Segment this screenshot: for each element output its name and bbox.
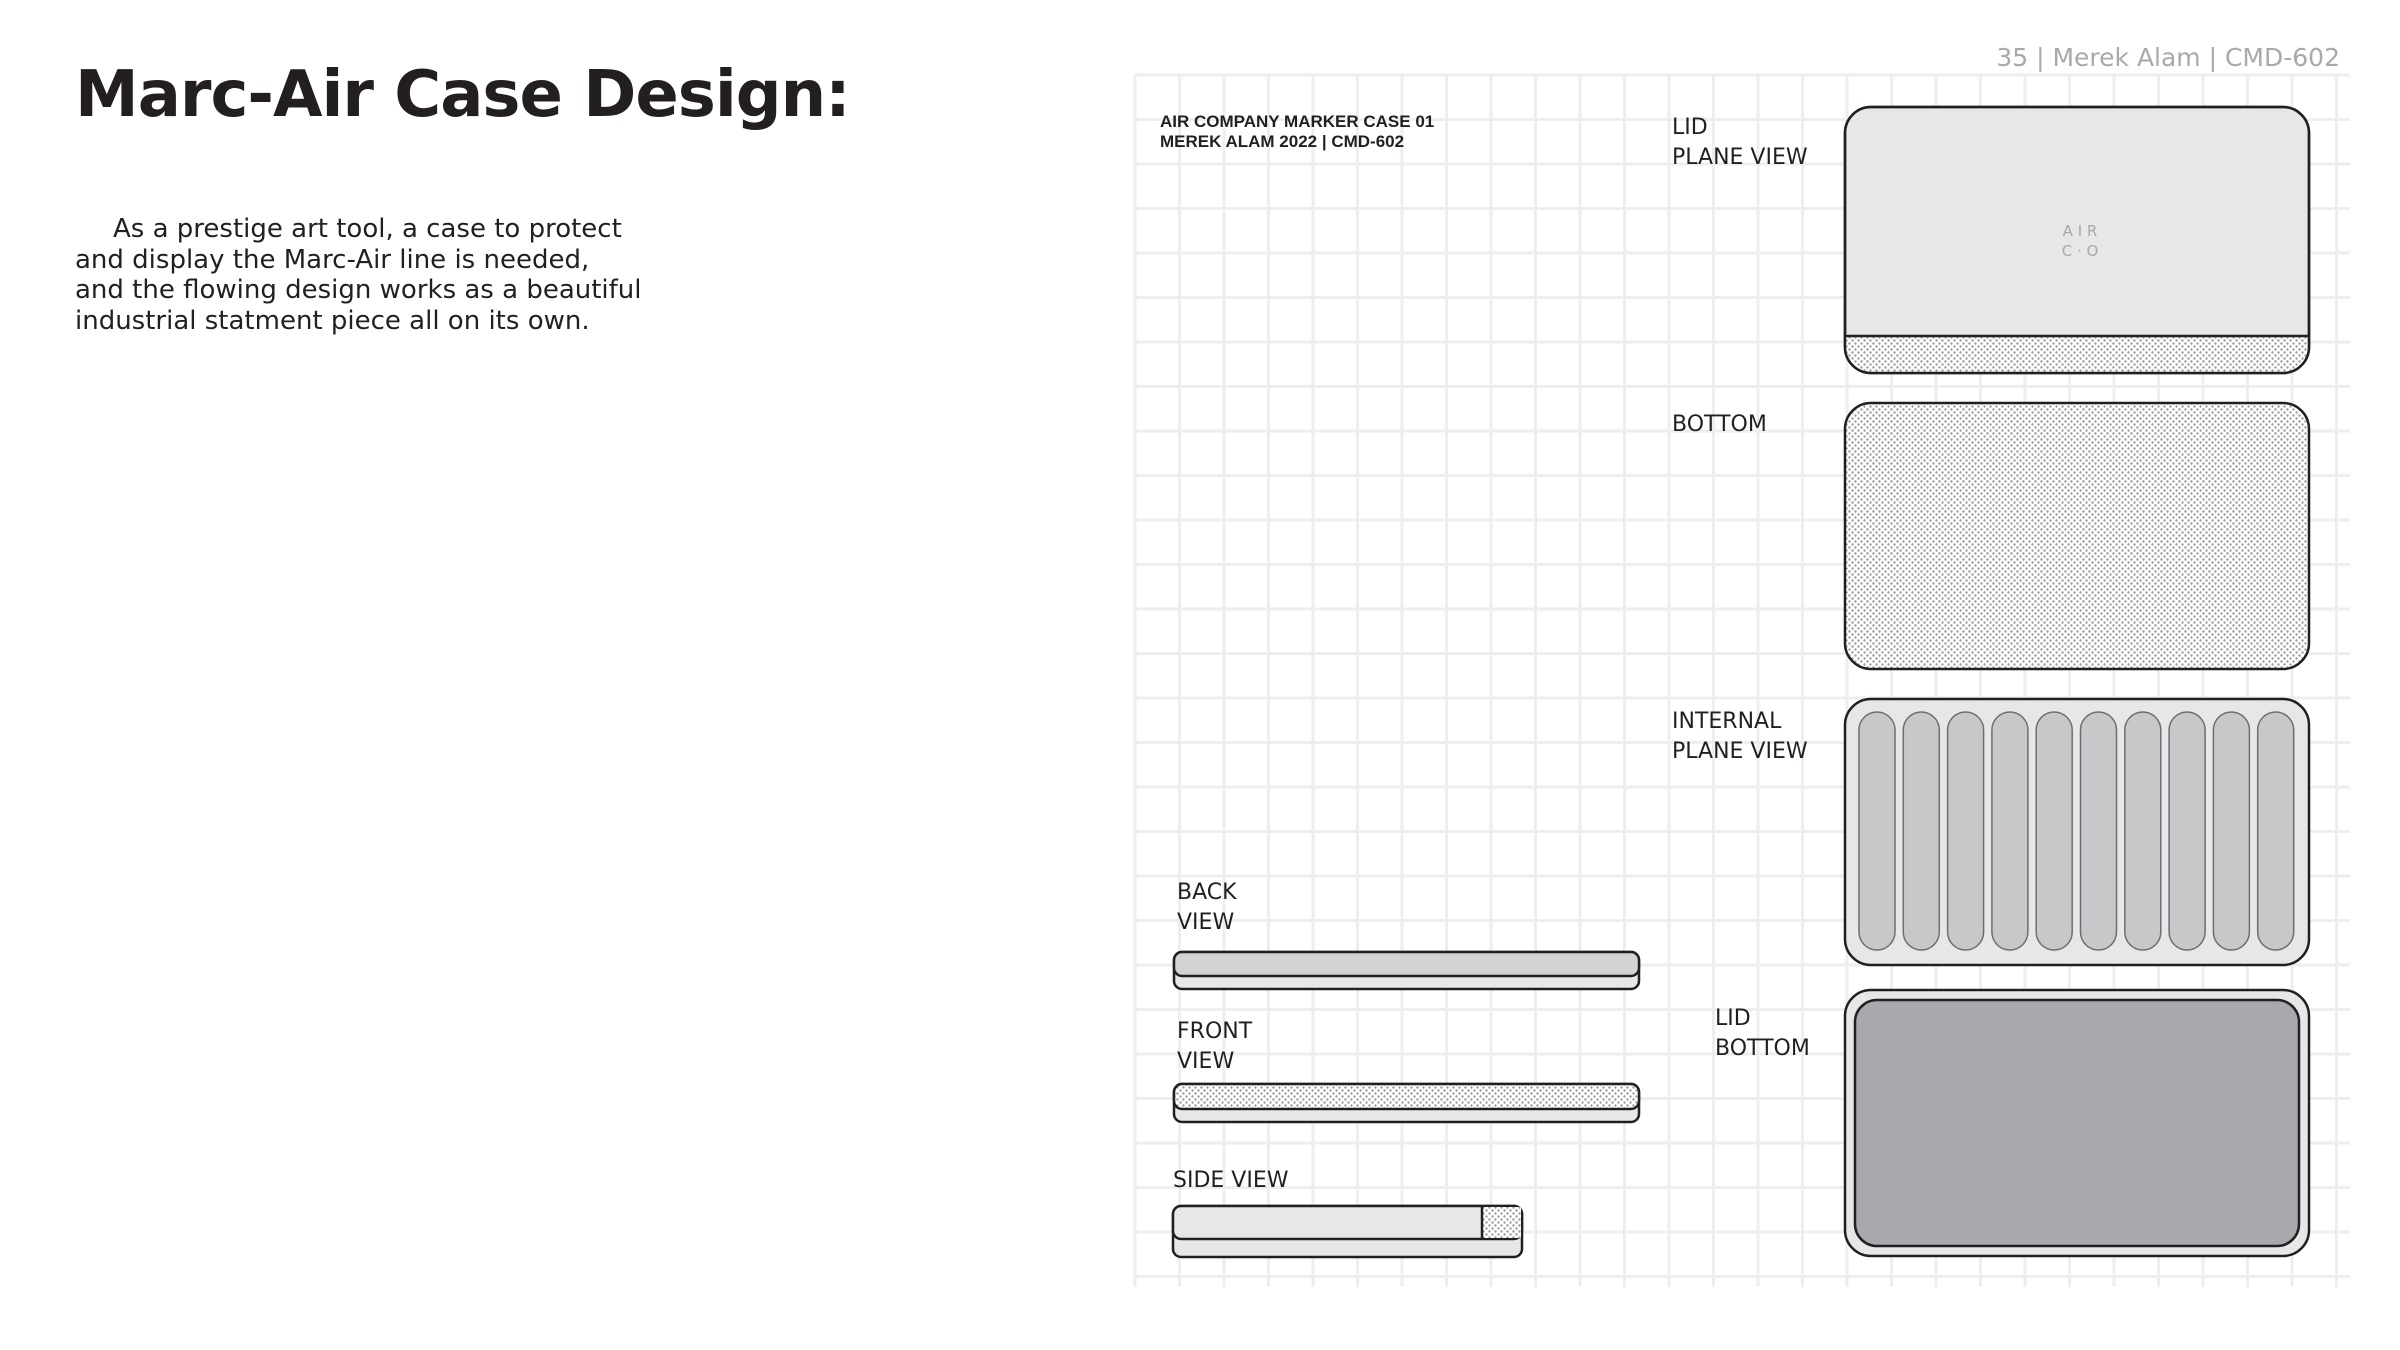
front-view <box>1174 1084 1639 1122</box>
marker-slot <box>1992 712 2028 950</box>
sheet-title-line1: AIR COMPANY MARKER CASE 01 <box>1160 112 1435 131</box>
paragraph-line: industrial statment piece all on its own. <box>75 305 590 336</box>
paragraph-line: As a prestige art tool, a case to protect <box>113 214 622 244</box>
logo-line2: C · O <box>2061 242 2099 260</box>
label-front-line2: VIEW <box>1177 1049 1235 1074</box>
page-title: Marc-Air Case Design: <box>75 58 850 132</box>
marker-slot <box>2169 712 2205 950</box>
marker-slot <box>2258 712 2294 950</box>
label-front-line1: FRONT <box>1177 1019 1253 1044</box>
lid-bottom-view <box>1845 990 2309 1256</box>
marker-slot <box>2125 712 2161 950</box>
page-header: 35 | Merek Alam | CMD-602 <box>1996 43 2340 72</box>
marker-slot <box>1859 712 1895 950</box>
back-view <box>1174 952 1639 989</box>
side-view <box>1173 1206 1522 1257</box>
label-internal-line2: PLANE VIEW <box>1672 739 1808 764</box>
marker-slot <box>2213 712 2249 950</box>
label-lid-plane-line2: PLANE VIEW <box>1672 145 1808 170</box>
lid-plane-view <box>1840 107 2315 376</box>
bottom-view <box>1845 403 2309 669</box>
marker-slot <box>2036 712 2072 950</box>
label-bottom: BOTTOM <box>1672 412 1767 437</box>
label-back-line1: BACK <box>1177 880 1237 905</box>
marker-slot <box>2081 712 2117 950</box>
paragraph-line: and the flowing design works as a beautiful <box>75 275 642 305</box>
label-back-line2: VIEW <box>1177 910 1235 935</box>
marker-slot <box>1948 712 1984 950</box>
label-lid-bottom-line2: BOTTOM <box>1715 1036 1810 1061</box>
label-internal-line1: INTERNAL <box>1672 709 1782 734</box>
label-lid-bottom-line1: LID <box>1715 1006 1751 1031</box>
internal-plane-view <box>1845 699 2309 965</box>
logo-line1: A I R <box>2062 222 2098 240</box>
label-lid-plane-line1: LID <box>1672 115 1708 140</box>
sheet-title-line2: MEREK ALAM 2022 | CMD-602 <box>1160 132 1405 151</box>
marker-slot <box>1903 712 1939 950</box>
paragraph-line: and display the Marc-Air line is needed, <box>75 244 590 275</box>
label-side: SIDE VIEW <box>1173 1168 1289 1193</box>
